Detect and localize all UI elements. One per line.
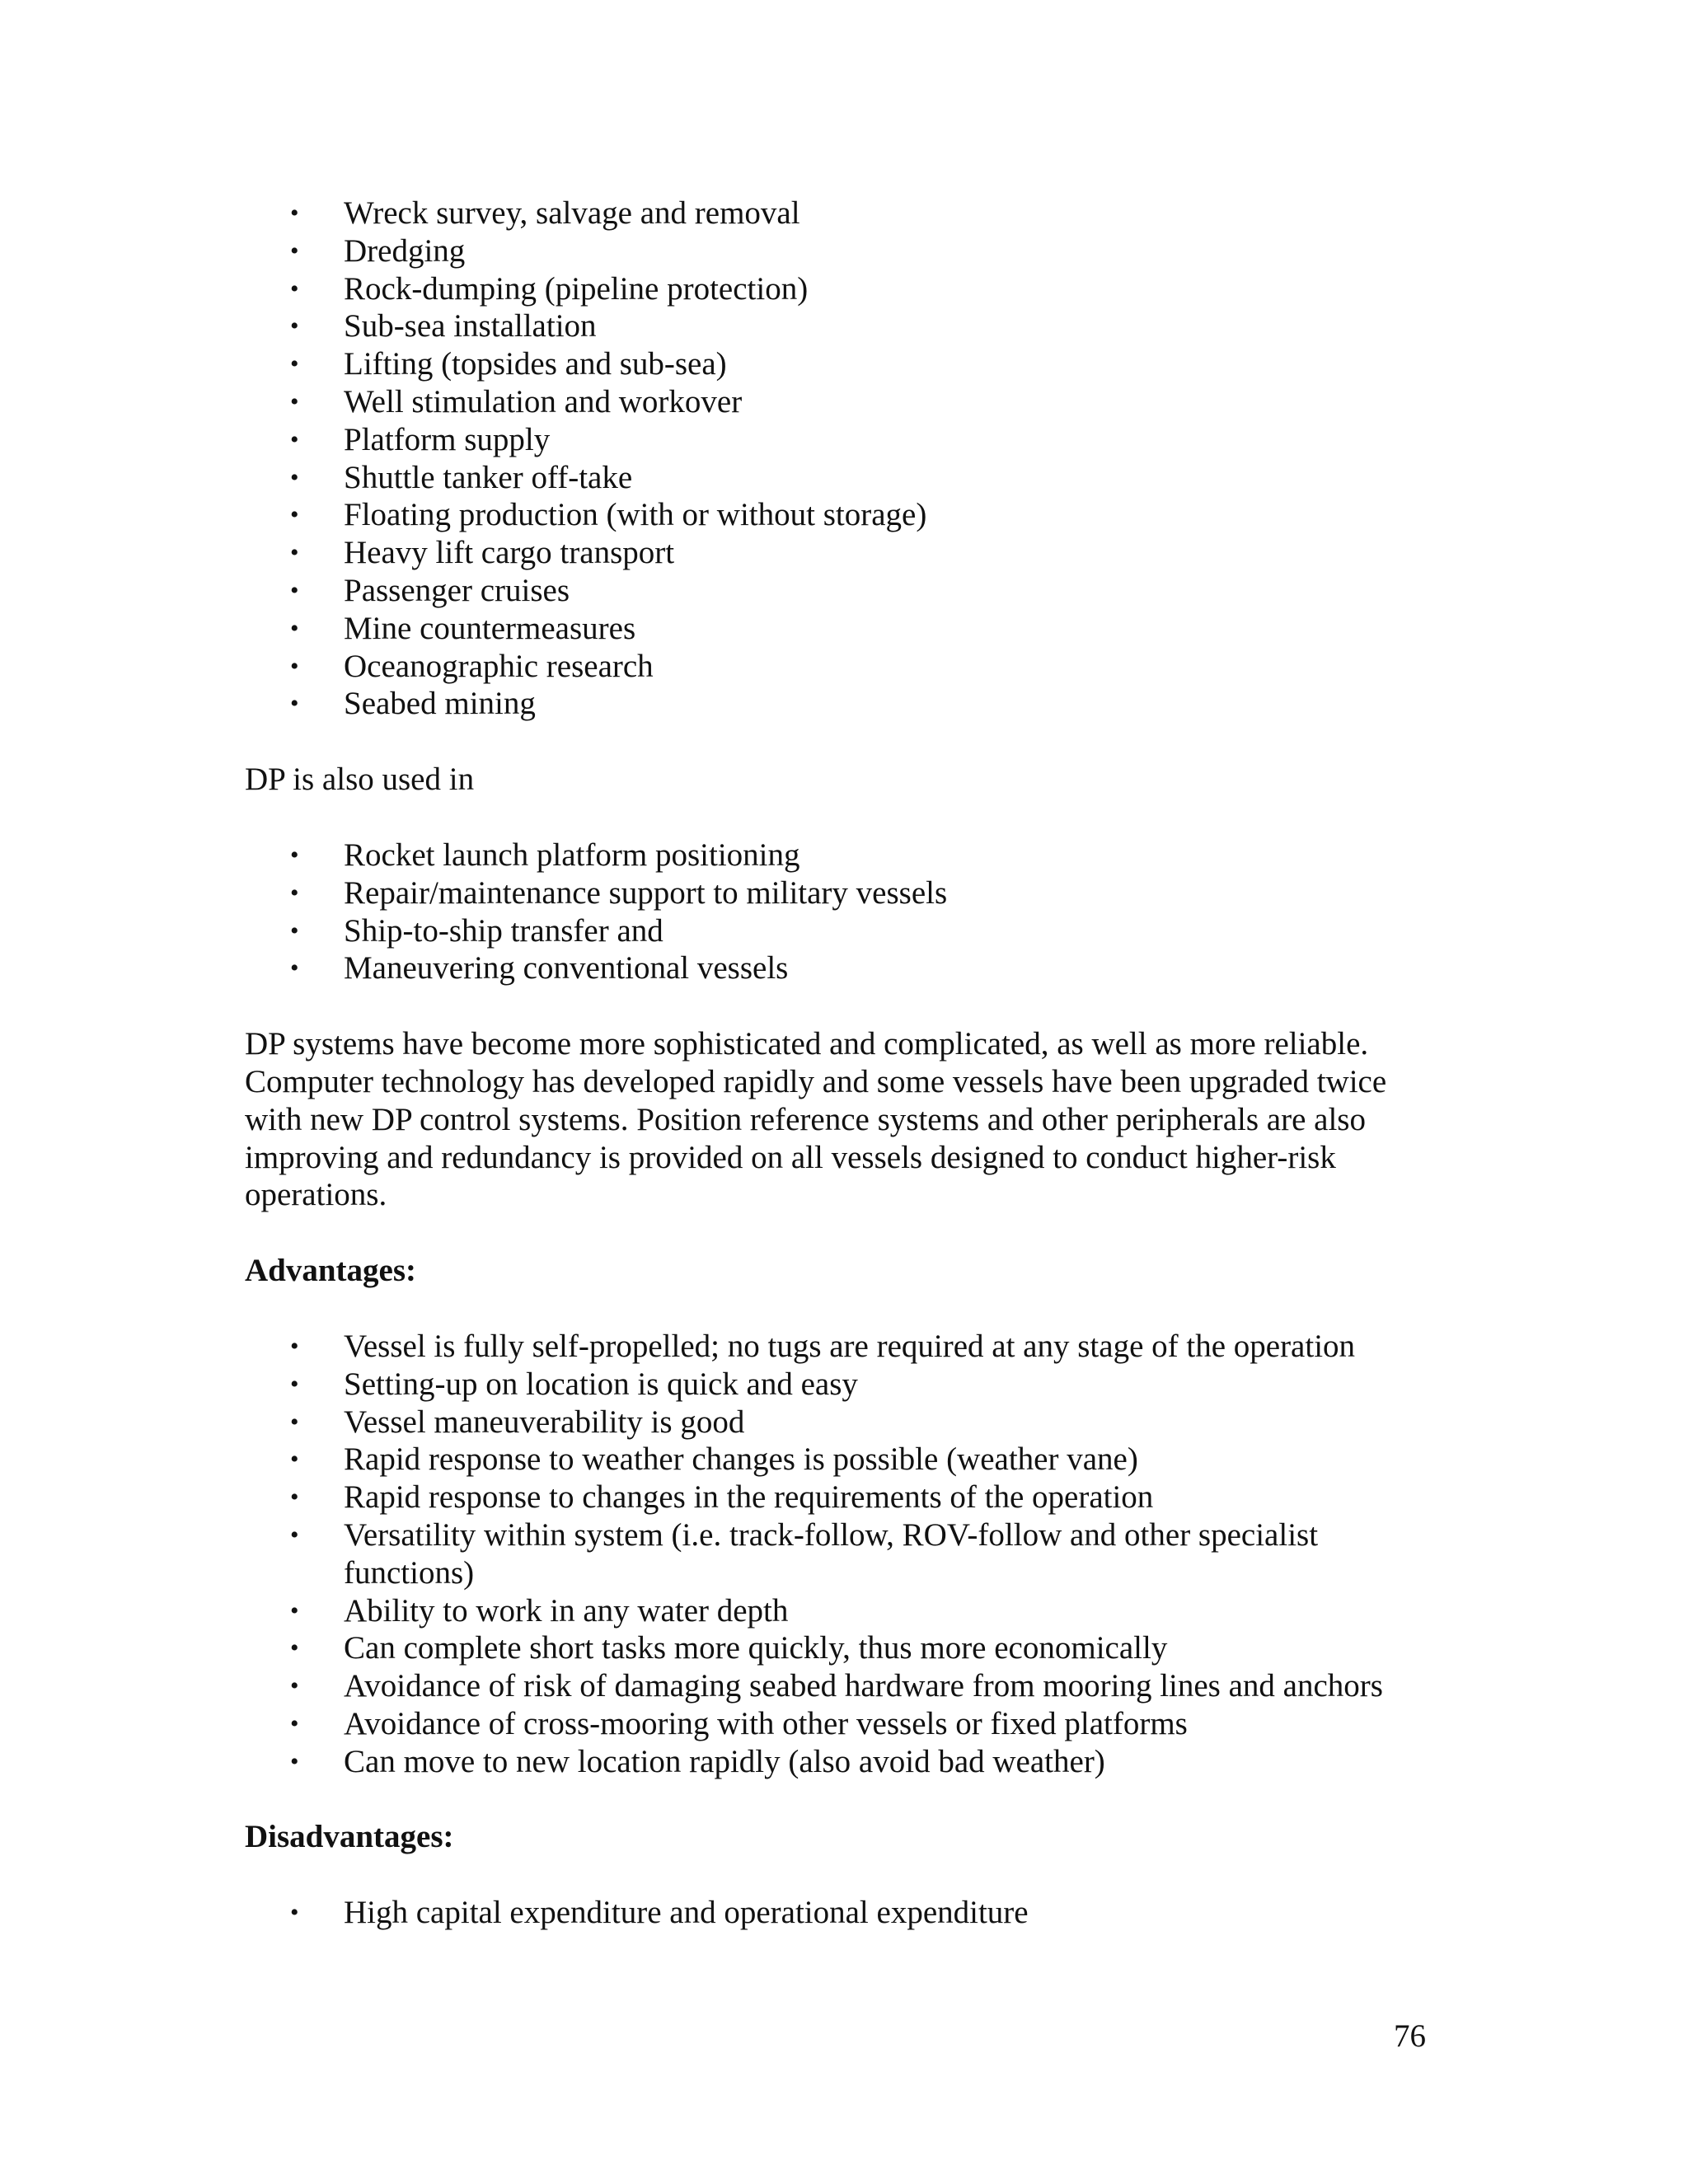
list-item-text: Well stimulation and workover xyxy=(344,383,743,419)
list-item xyxy=(245,496,1448,534)
spacer xyxy=(245,987,1448,1025)
bullet-icon: • xyxy=(290,1521,299,1549)
list-item-text: Sub-sea installation xyxy=(344,308,597,344)
bullet-icon: • xyxy=(290,1899,299,1927)
list-item xyxy=(245,1743,1448,1781)
bullet-icon: • xyxy=(290,350,299,378)
list-item xyxy=(245,383,1448,421)
list-item xyxy=(245,345,1448,383)
disadvantages-heading: Disadvantages: xyxy=(245,1819,454,1855)
list-item xyxy=(245,837,1448,874)
spacer xyxy=(245,1780,1448,1818)
bullet-icon: • xyxy=(290,652,299,680)
bullet-icon: • xyxy=(290,463,299,491)
list-item xyxy=(245,232,1448,270)
bullet-icon: • xyxy=(290,199,299,227)
list-item xyxy=(245,270,1448,308)
list-item-text: Versatility within system (i.e. track-follow, ROV-follow and other specialist functions) xyxy=(344,1516,1319,1591)
disadvantages-list xyxy=(245,1894,1448,1932)
list-item-text: Passenger cruises xyxy=(344,572,570,608)
advantages-heading: Advantages: xyxy=(245,1253,417,1289)
bullet-icon: • xyxy=(290,237,299,265)
list-item xyxy=(245,648,1448,686)
list-item-text: Rock-dumping (pipeline protection) xyxy=(344,270,809,307)
list-item-text: Heavy lift cargo transport xyxy=(344,535,675,571)
bullet-icon: • xyxy=(290,954,299,982)
list-item-text: Shuttle tanker off-take xyxy=(344,459,633,495)
bullet-icon: • xyxy=(290,1747,299,1775)
page-content xyxy=(245,194,1448,1932)
list-item-text: Rocket launch platform positioning xyxy=(344,837,800,873)
also-used-list xyxy=(245,837,1448,987)
list-item xyxy=(245,307,1448,345)
bullet-icon: • xyxy=(290,1634,299,1662)
list-item xyxy=(245,685,1448,723)
list-item-text: Repair/maintenance support to military vessels xyxy=(344,874,948,911)
applications-list xyxy=(245,194,1448,723)
list-item xyxy=(245,1516,1448,1592)
bullet-icon: • xyxy=(290,1408,299,1436)
list-item xyxy=(245,1479,1448,1516)
spacer xyxy=(245,1214,1448,1252)
list-item-text: Lifting (topsides and sub-sea) xyxy=(344,346,727,382)
list-item xyxy=(245,1894,1448,1932)
bullet-icon: • xyxy=(290,1672,299,1700)
spacer xyxy=(245,1856,1448,1894)
bullet-icon: • xyxy=(290,387,299,415)
spacer xyxy=(245,1290,1448,1328)
list-item xyxy=(245,459,1448,497)
list-item-text: Seabed mining xyxy=(344,686,536,722)
advantages-list xyxy=(245,1328,1448,1781)
list-item xyxy=(245,1366,1448,1404)
list-item-text: Vessel maneuverability is good xyxy=(344,1404,745,1440)
bullet-icon: • xyxy=(290,425,299,453)
list-item-text: Setting-up on location is quick and easy xyxy=(344,1366,858,1402)
list-item xyxy=(245,874,1448,912)
list-item xyxy=(245,610,1448,648)
list-item-text: Ability to work in any water depth xyxy=(344,1592,789,1629)
page-number: 76 xyxy=(1394,2018,1426,2054)
bullet-icon: • xyxy=(290,916,299,944)
bullet-icon: • xyxy=(290,1709,299,1737)
bullet-icon: • xyxy=(290,1446,299,1474)
list-item-text: Dredging xyxy=(344,232,466,269)
bullet-icon: • xyxy=(290,1370,299,1398)
list-item-text: Oceanographic research xyxy=(344,648,654,684)
bullet-icon: • xyxy=(290,1483,299,1511)
list-item xyxy=(245,1705,1448,1743)
bullet-icon: • xyxy=(290,1332,299,1360)
list-item-text: Mine countermeasures xyxy=(344,610,636,646)
list-item xyxy=(245,572,1448,610)
list-item-text: Can complete short tasks more quickly, thus more economically xyxy=(344,1630,1168,1666)
list-item-text: Floating production (with or without storage) xyxy=(344,497,927,533)
also-used-intro: DP is also used in xyxy=(245,762,475,798)
list-item xyxy=(245,421,1448,459)
list-item xyxy=(245,1328,1448,1366)
list-item-text: Avoidance of cross-mooring with other vessels or fixed platforms xyxy=(344,1705,1188,1741)
list-item-text: Can move to new location rapidly (also avoid bad weather) xyxy=(344,1743,1105,1779)
bullet-icon: • xyxy=(290,841,299,869)
body-paragraph: DP systems have become more sophisticated and complicated, as well as more reliable. Computer technology has developed rapidly and some vessels have been upgraded twice with new DP control systems. Position reference systems and other peripherals are also improving and redundancy is provided on all vessels designed to conduct higher-risk operations. xyxy=(245,1026,1387,1213)
list-item-text: Vessel is fully self-propelled; no tugs are required at any stage of the operation xyxy=(344,1328,1356,1364)
bullet-icon: • xyxy=(290,576,299,604)
list-item xyxy=(245,1404,1448,1441)
list-item xyxy=(245,1667,1448,1705)
list-item-text: Avoidance of risk of damaging seabed hardware from mooring lines and anchors xyxy=(344,1668,1383,1704)
list-item-text: Rapid response to changes in the requirements of the operation xyxy=(344,1479,1154,1516)
bullet-icon: • xyxy=(290,501,299,529)
list-item-text: Ship-to-ship transfer and xyxy=(344,912,663,949)
bullet-icon: • xyxy=(290,879,299,907)
bullet-icon: • xyxy=(290,274,299,302)
list-item xyxy=(245,912,1448,950)
list-item xyxy=(245,949,1448,987)
list-item xyxy=(245,194,1448,232)
list-item xyxy=(245,534,1448,572)
list-item xyxy=(245,1592,1448,1630)
bullet-icon: • xyxy=(290,312,299,340)
spacer xyxy=(245,723,1448,761)
spacer xyxy=(245,799,1448,837)
list-item-text: Rapid response to weather changes is possible (weather vane) xyxy=(344,1441,1138,1478)
list-item xyxy=(245,1629,1448,1667)
list-item-text: High capital expenditure and operational expenditure xyxy=(344,1895,1029,1931)
list-item xyxy=(245,1441,1448,1479)
bullet-icon: • xyxy=(290,614,299,642)
bullet-icon: • xyxy=(290,690,299,718)
list-item-text: Maneuvering conventional vessels xyxy=(344,950,789,987)
list-item-text: Platform supply xyxy=(344,421,551,457)
bullet-icon: • xyxy=(290,1596,299,1624)
list-item-text: Wreck survey, salvage and removal xyxy=(344,195,800,231)
bullet-icon: • xyxy=(290,539,299,567)
